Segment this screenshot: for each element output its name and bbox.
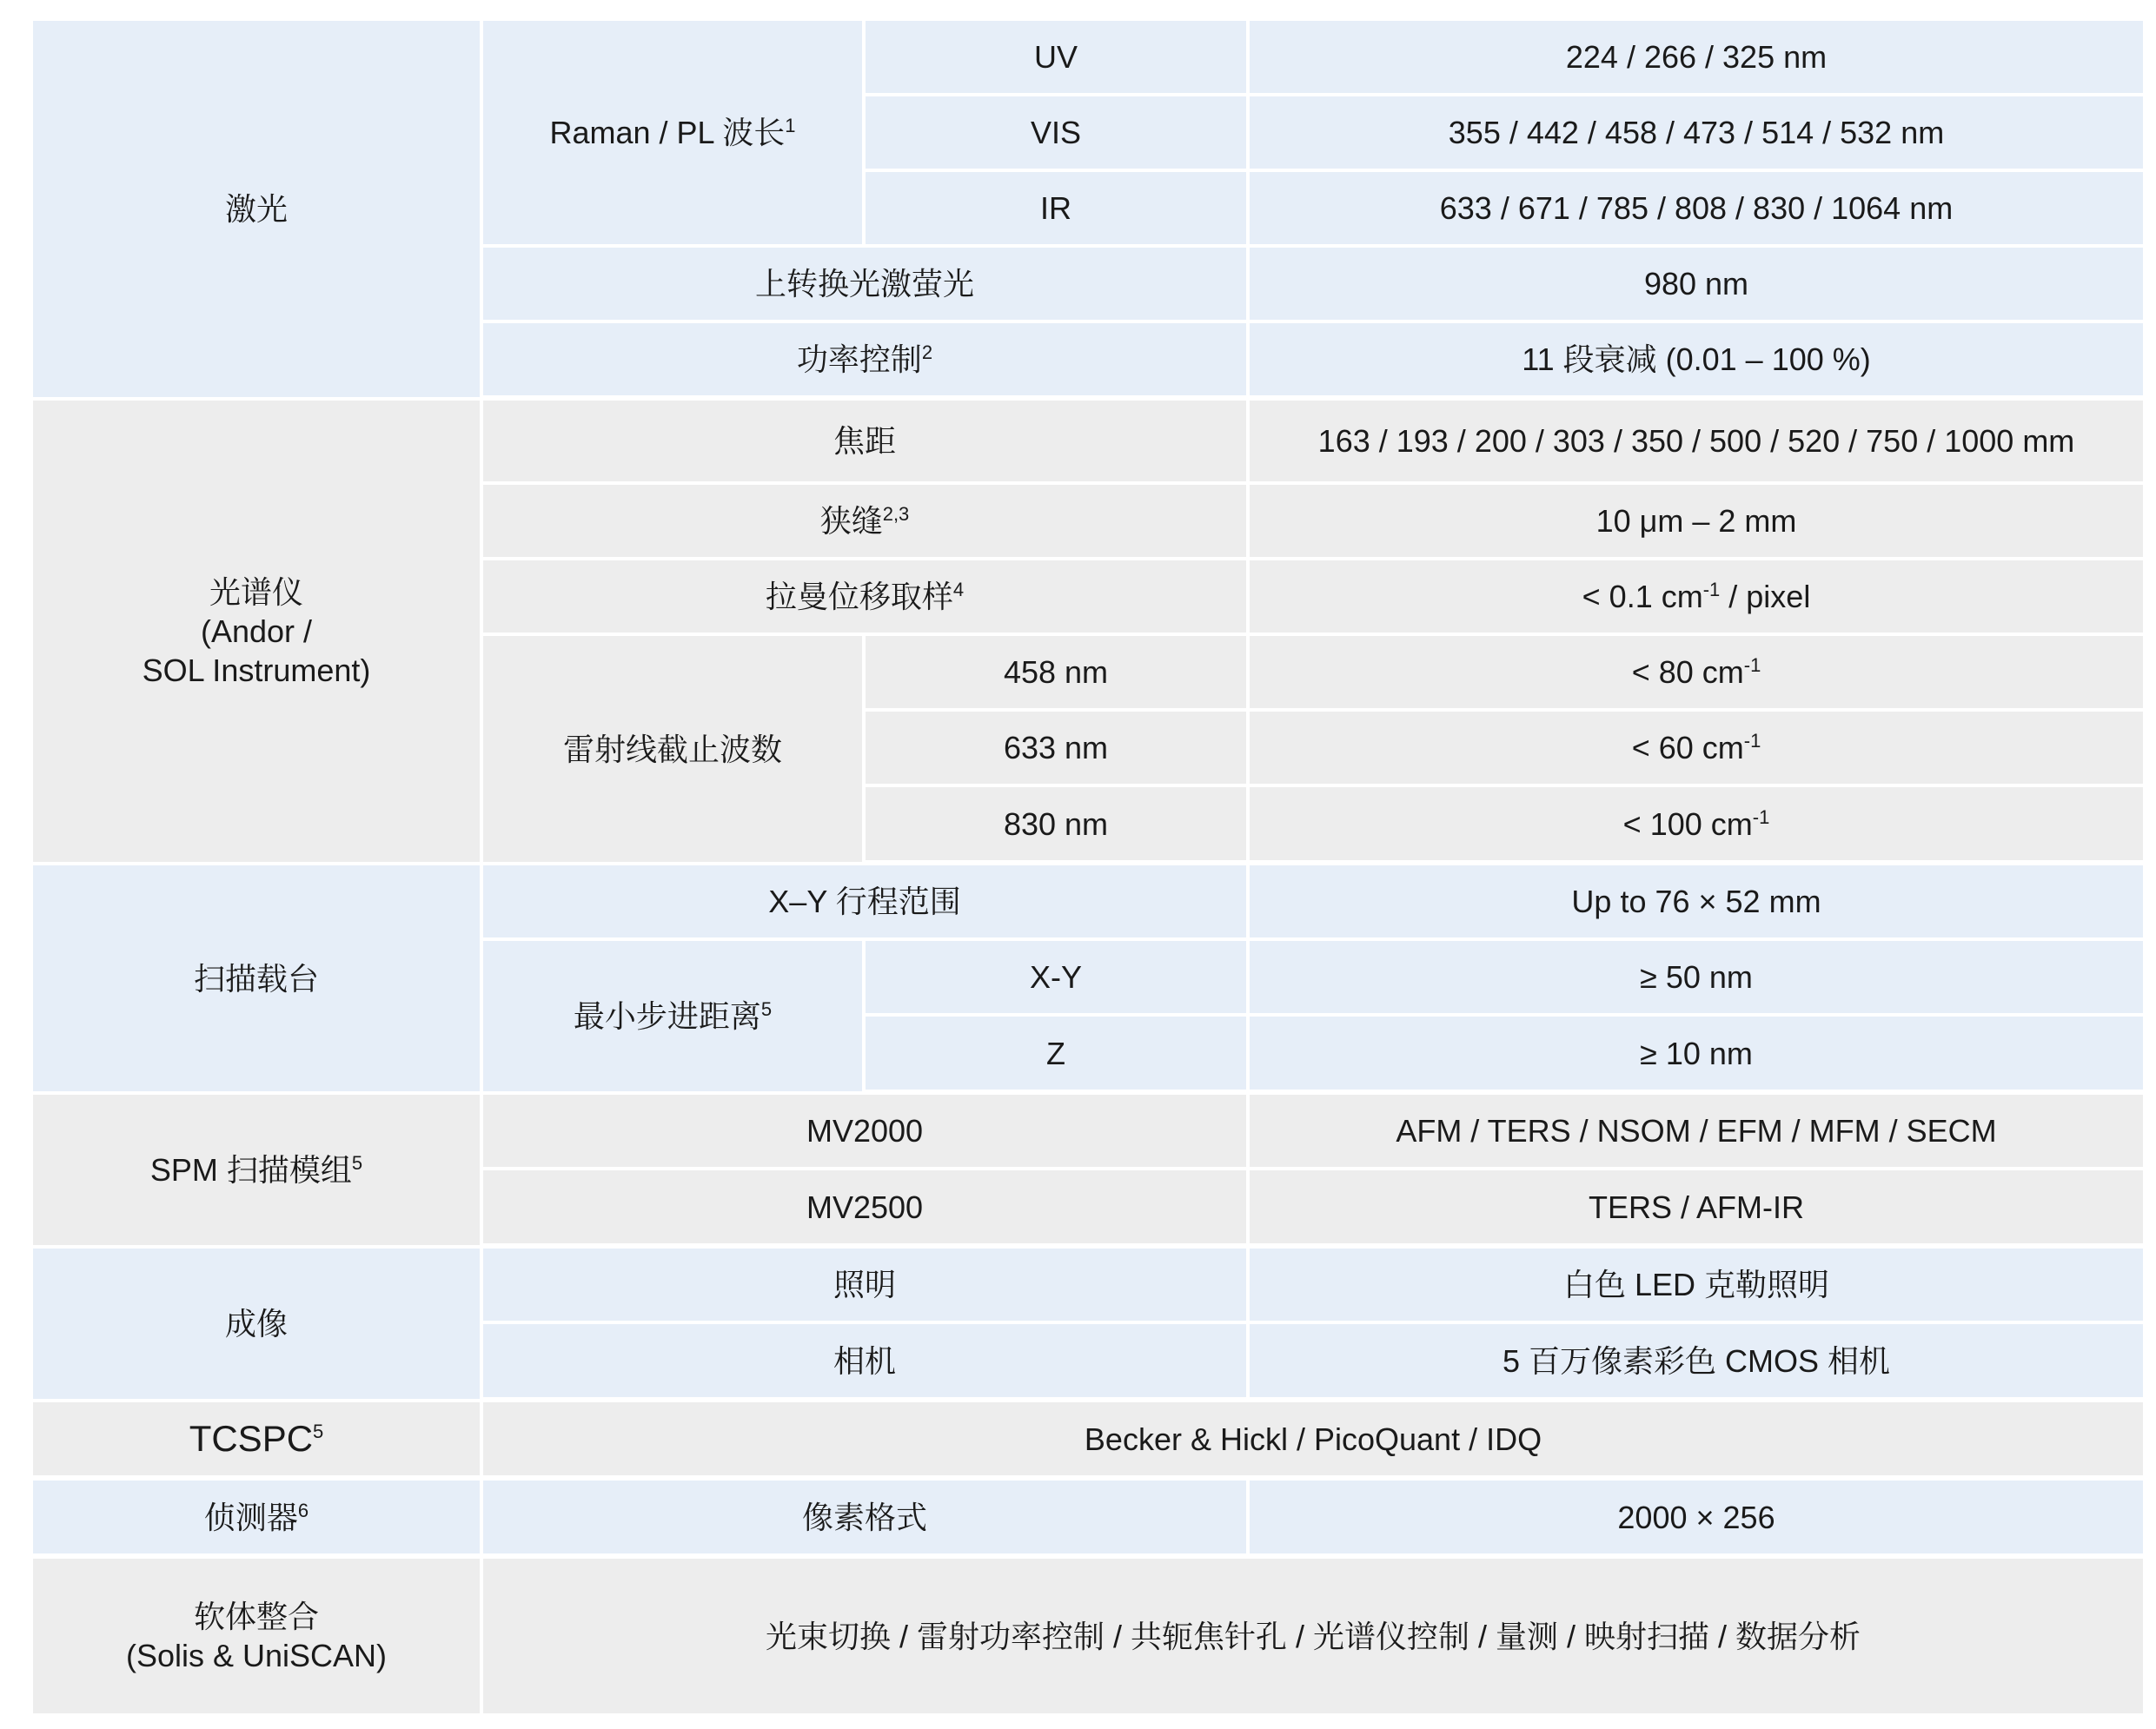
category-software: 软体整合 (Solis & UniSCAN) xyxy=(33,1559,483,1717)
category-spm: SPM 扫描模组$^5$ xyxy=(33,1095,483,1249)
uv-label: UV xyxy=(866,21,1250,96)
software-value: 光束切换 / 雷射功率控制 / 共轭焦针孔 / 光谱仪控制 / 量测 / 映射扫描 / 数据分析 xyxy=(483,1559,2146,1717)
mv2500-label: MV2500 xyxy=(483,1170,1250,1249)
vis-value: 355 / 442 / 458 / 473 / 514 / 532 nm xyxy=(1250,96,2146,172)
table-row xyxy=(33,1559,2146,1717)
category-tcspc: TCSPC$^5$ xyxy=(33,1402,483,1481)
table-row xyxy=(33,21,2146,96)
sampling-value: < 0.1 $cm^{-1}$ / pixel xyxy=(1250,560,2146,636)
upconv-value: 980 nm xyxy=(1250,248,2146,323)
cutoff-wl: 633 nm xyxy=(866,712,1250,787)
xy-label: X-Y xyxy=(866,941,1250,1017)
tcspc-value: Becker & Hickl / PicoQuant / IDQ xyxy=(483,1402,2146,1481)
cutoff-value: < 100 $cm^{-1}$ xyxy=(1250,787,2146,865)
spec-sheet xyxy=(33,21,2146,1717)
xy-value: ≥ 50 nm xyxy=(1250,941,2146,1017)
z-value: ≥ 10 nm xyxy=(1250,1017,2146,1095)
focal-value: 163 / 193 / 200 / 303 / 350 / 500 / 520 / 750 / 1000 mm xyxy=(1250,401,2146,485)
uv-value: 224 / 266 / 325 nm xyxy=(1250,21,2146,96)
raman-pl-label: Raman / PL 波长$^1$ xyxy=(483,21,866,248)
table-row xyxy=(33,1402,2146,1481)
table-row xyxy=(33,1249,2146,1324)
mv2000-label: MV2000 xyxy=(483,1095,1250,1170)
ir-label: IR xyxy=(866,172,1250,248)
camera-value: 5 百万像素彩色 CMOS 相机 xyxy=(1250,1324,2146,1402)
cutoff-label: 雷射线截止波数 xyxy=(483,636,866,865)
illum-value: 白色 LED 克勒照明 xyxy=(1250,1249,2146,1324)
mv2000-value: AFM / TERS / NSOM / EFM / MFM / SECM xyxy=(1250,1095,2146,1170)
focal-label: 焦距 xyxy=(483,401,1250,485)
cutoff-wl: 458 nm xyxy=(866,636,1250,712)
upconv-label: 上转换光激萤光 xyxy=(483,248,1250,323)
category-imaging: 成像 xyxy=(33,1249,483,1402)
step-label: 最小步进距离$^5$ xyxy=(483,941,866,1095)
table-row xyxy=(33,401,2146,485)
ir-value: 633 / 671 / 785 / 808 / 830 / 1064 nm xyxy=(1250,172,2146,248)
category-laser: 激光 xyxy=(33,21,483,401)
cutoff-wl: 830 nm xyxy=(866,787,1250,865)
power-value: 11 段衰减 (0.01 – 100 %) xyxy=(1250,323,2146,401)
cutoff-value: < 80 $cm^{-1}$ xyxy=(1250,636,2146,712)
pixel-value: 2000 × 256 xyxy=(1250,1481,2146,1559)
category-stage: 扫描载台 xyxy=(33,865,483,1095)
sampling-label: 拉曼位移取样$^4$ xyxy=(483,560,1250,636)
z-label: Z xyxy=(866,1017,1250,1095)
camera-label: 相机 xyxy=(483,1324,1250,1402)
vis-label: VIS xyxy=(866,96,1250,172)
category-detector: 侦测器$^6$ xyxy=(33,1481,483,1559)
power-label: 功率控制$^2$ xyxy=(483,323,1250,401)
table-row xyxy=(33,1481,2146,1559)
spec-table xyxy=(33,21,2146,1717)
category-spectrometer: 光谱仪 (Andor / SOL Instrument) xyxy=(33,401,483,865)
cutoff-value: < 60 $cm^{-1}$ xyxy=(1250,712,2146,787)
illum-label: 照明 xyxy=(483,1249,1250,1324)
travel-label: X–Y 行程范围 xyxy=(483,865,1250,941)
slit-value: 10 μm – 2 mm xyxy=(1250,485,2146,560)
pixel-label: 像素格式 xyxy=(483,1481,1250,1559)
mv2500-value: TERS / AFM-IR xyxy=(1250,1170,2146,1249)
travel-value: Up to 76 × 52 mm xyxy=(1250,865,2146,941)
slit-label: 狭缝$^{2,3}$ xyxy=(483,485,1250,560)
table-row xyxy=(33,865,2146,941)
table-row xyxy=(33,1095,2146,1170)
